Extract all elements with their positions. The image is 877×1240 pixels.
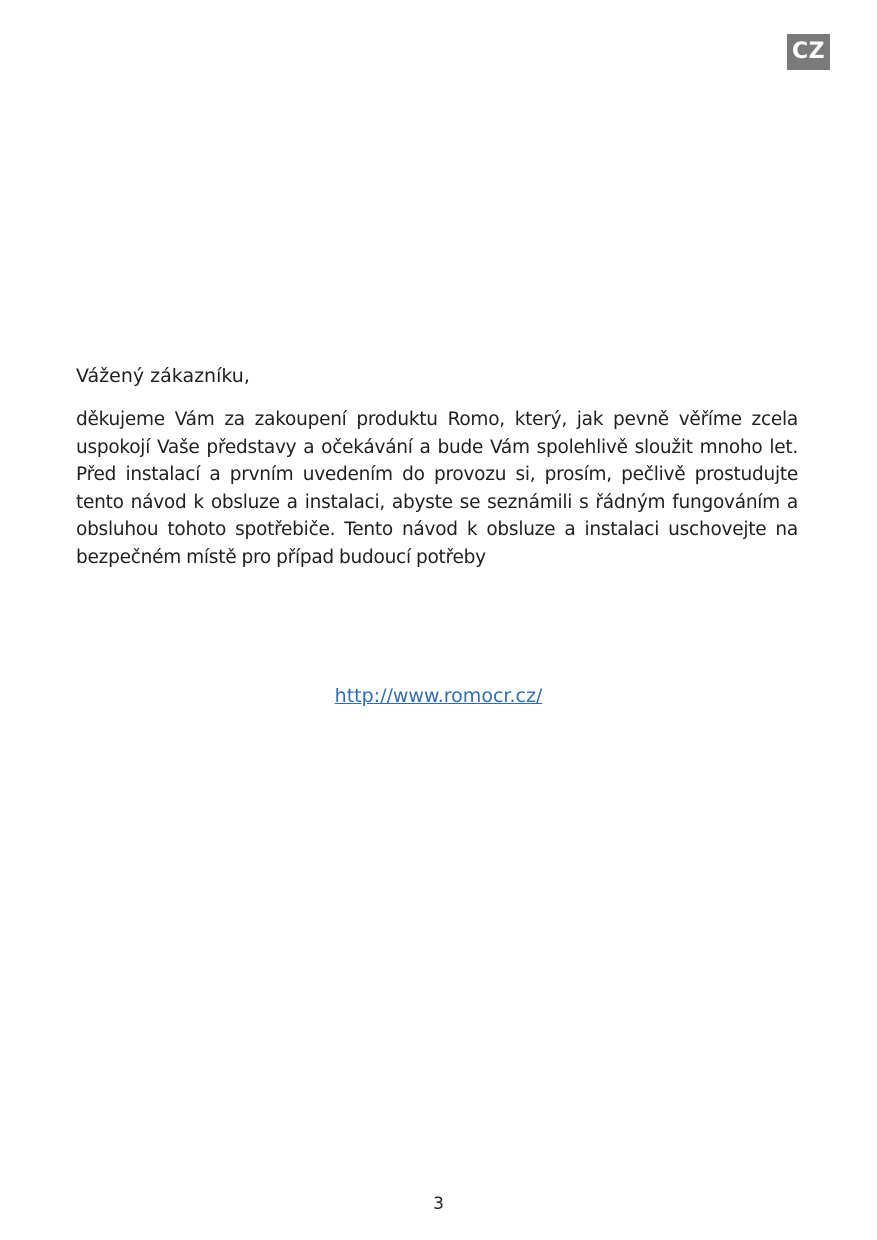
website-link-row xyxy=(0,683,877,710)
website-link[interactable]: http://www.romocr.cz/ xyxy=(334,685,543,707)
language-badge: CZ xyxy=(787,34,830,70)
page-number: 3 xyxy=(433,1194,444,1214)
intro-paragraph: děkujeme Vám za zakoupení produktu Romo, který, jak pevně věříme zcela uspokojí Vaše představy a očekávání a bude Vám spolehlivě sloužit mnoho let. Před instalací a prvním uvedením do provozu si, prosím, pečlivě prostudujte tento návod k obsluze a instalaci, abyste se seznámili s řádným fungováním a obsluhou tohoto spotřebiče. Tento návod k obsluze a instalaci uschovejte na bezpečném místě pro případ budoucí potřeby xyxy=(76,409,798,568)
greeting: Vážený zákazníku, xyxy=(76,365,250,387)
